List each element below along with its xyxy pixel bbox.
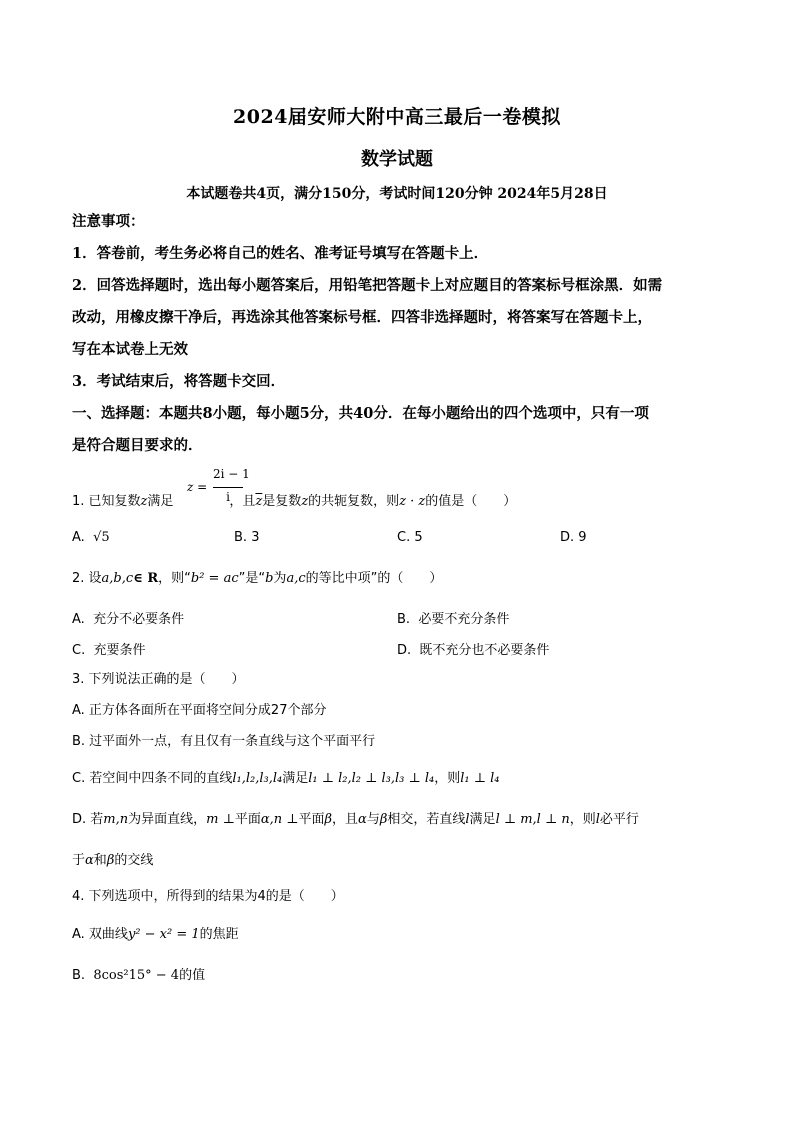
question-1-option-c[interactable]: C. 5	[397, 530, 423, 545]
exam-title: 2024届安师大附中高三最后一卷模拟	[233, 106, 561, 128]
question-2-option-c[interactable]: C. 充要条件	[72, 643, 146, 658]
question-2-stem: 2. 设a,b,c∈ R，则“b² = ac”是“b为a,c的等比中项”的（ ）	[72, 571, 443, 586]
notice-item-1: 1．答卷前，考生务必将自己的姓名、准考证号填写在答题卡上．	[72, 245, 489, 262]
question-4-option-a[interactable]: A. 双曲线y² − x² = 1的焦距	[72, 927, 239, 942]
notice-item-2-line-2: 改动，用橡皮擦干净后，再选涂其他答案标号框．四答非选择题时，将答案写在答题卡上，	[72, 309, 652, 326]
question-3-stem: 3. 下列说法正确的是（ ）	[72, 672, 245, 687]
question-2-option-b[interactable]: B. 必要不充分条件	[397, 612, 510, 627]
section-1-heading-line-2: 是符合题目要求的．	[72, 437, 203, 454]
question-4-stem: 4. 下列选项中，所得到的结果为4的是（ ）	[72, 889, 344, 904]
section-1-heading-line-1: 一、选择题：本题共8小题，每小题5分，共40分．在每小题给出的四个选项中，只有一项	[72, 405, 649, 422]
fraction-numerator: 2i − 1	[213, 467, 250, 481]
fraction-bar	[213, 487, 243, 488]
notice-item-2-line-3: 写在本试卷上无效	[72, 341, 188, 358]
question-3-option-c[interactable]: C. 若空间中四条不同的直线l₁,l₂,l₃,l₄满足l₁ ⊥ l₂,l₂ ⊥ l₃,l₃ ⊥ l₄，则l₁ ⊥ l₄	[72, 771, 500, 786]
exam-subtitle: 数学试题	[361, 149, 433, 170]
question-1-option-a[interactable]: A. √5	[72, 530, 110, 545]
exam-info: 本试题卷共4页，满分150分，考试时间120分钟 2024年5月28日	[186, 186, 608, 202]
fraction-denominator: i	[226, 490, 230, 504]
exam-page: 2024届安师大附中高三最后一卷模拟 数学试题 本试题卷共4页，满分150分，考试时间120分钟 2024年5月28日 注意事项： 1．答卷前，考生务必将自己的姓名、准考证号填写在答题卡上． 2．回答选择题时，选出每小题答案后，用铅笔把答题卡上对应题目的答案标号框涂黑．如需 改动，用橡皮擦干净后，再选涂其他答案标号框．四答非选择题时，将答案写在答题卡上， 写在本试卷上无效 3．考试结束后，将答题卡交回． 一、选择题：本题共8小题，每小题5分，共40分．在每小题给出的四个选项中，只有一项 是符合题目要求的． 1. 已知复数z满足 ，且$\overline{z}$是复数z的共轭复数，则z · z的值是（ ） z = 2i − 1 i A. √5 B. 3 C. 5 D. 9 2. 设a,b,c∈ R，则“b² = ac”是“b为a,c的等比中项”的（ ） A. 充分不必要条件 B. 必要不充分条件 C. 充要条件 D. 既不充分也不必要条件 3. 下列说法正确的是（ ） A. 正方体各面所在平面将空间分成27个部分 B. 过平面外一点，有且仅有一条直线与这个平面平行 C. 若空间中四条不同的直线l₁,l₂,l₃,l₄满足l₁ ⊥ l₂,l₂ ⊥ l₃,l₃ ⊥ l₄，则l₁ ⊥ l₄ D. 若m,n为异面直线，m ⊥平面α,n ⊥平面β，且α与β相交，若直线l满足l ⊥ m,l ⊥ n，则l必平行 于α和β的交线 4. 下列选项中，所得到的结果为4的是（ ） A. 双曲线y² − x² = 1的焦距 B. 8cos²15° − 4的值	[0, 0, 794, 1123]
question-3-option-b[interactable]: B. 过平面外一点，有且仅有一条直线与这个平面平行	[72, 734, 376, 749]
question-1-stem: 1. 已知复数z满足 ，且$\overline{z}$是复数z的共轭复数，则z · z的值是（ ）	[72, 494, 517, 509]
notice-item-3: 3．考试结束后，将答题卡交回．	[72, 373, 286, 390]
question-3-option-d-continued: 于α和β的交线	[72, 853, 154, 868]
question-4-option-b[interactable]: B. 8cos²15° − 4的值	[72, 968, 206, 983]
question-1-option-d[interactable]: D. 9	[560, 530, 587, 545]
question-2-option-a[interactable]: A. 充分不必要条件	[72, 612, 185, 627]
question-1-option-b[interactable]: B. 3	[234, 530, 260, 545]
question-3-option-d[interactable]: D. 若m,n为异面直线，m ⊥平面α,n ⊥平面β，且α与β相交，若直线l满足l ⊥ m,l ⊥ n，则l必平行	[72, 812, 639, 827]
question-3-option-a[interactable]: A. 正方体各面所在平面将空间分成27个部分	[72, 703, 327, 718]
notice-item-2-line-1: 2．回答选择题时，选出每小题答案后，用铅笔把答题卡上对应题目的答案标号框涂黑．如需	[72, 277, 663, 294]
notice-heading: 注意事项：	[72, 213, 145, 230]
question-2-option-d[interactable]: D. 既不充分也不必要条件	[397, 643, 550, 658]
